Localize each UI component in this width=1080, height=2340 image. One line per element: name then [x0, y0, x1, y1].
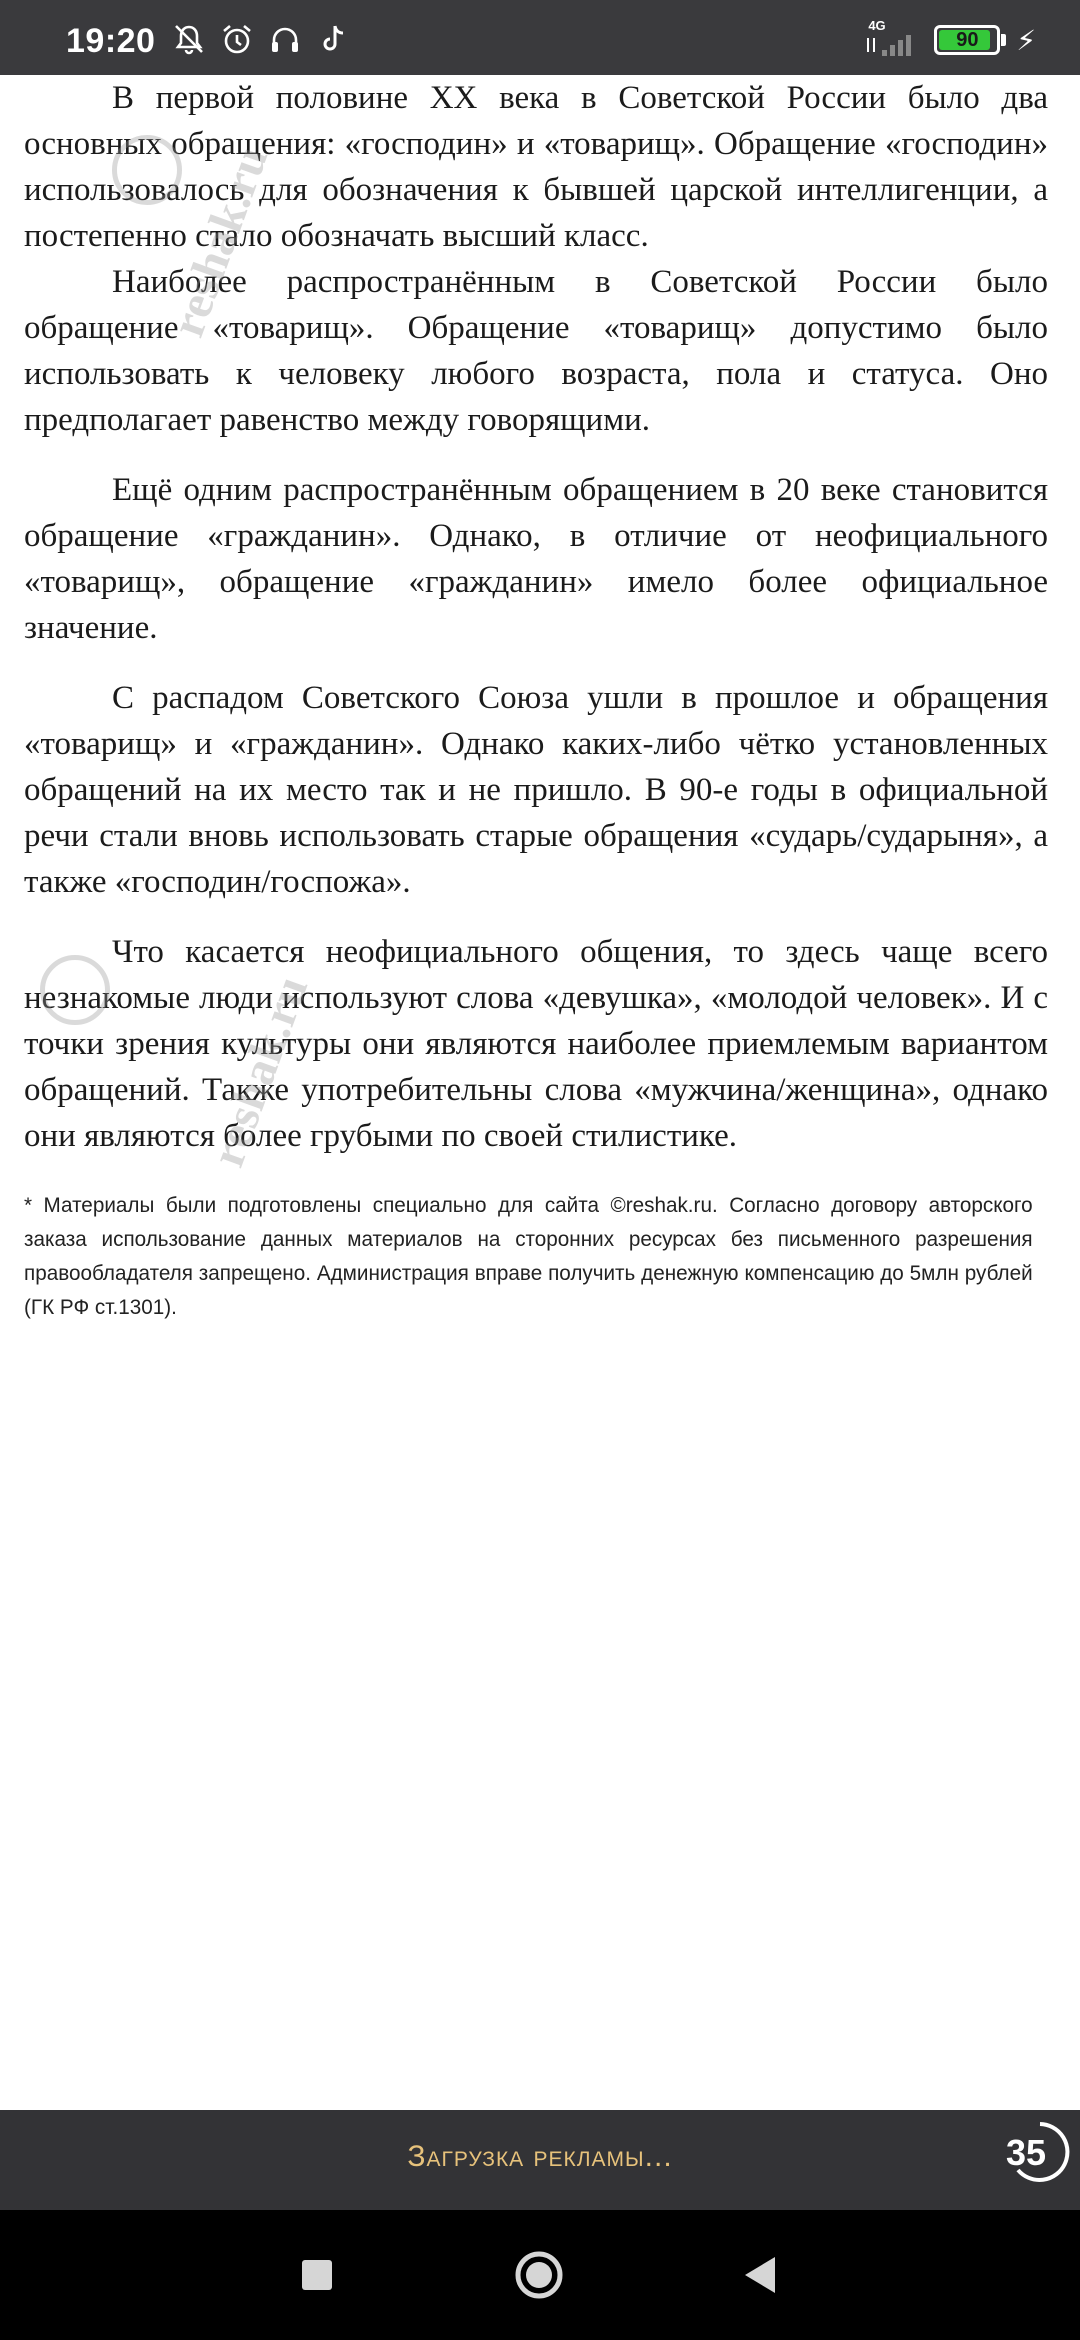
ad-countdown[interactable]: 35: [1005, 2132, 1046, 2173]
tiktok-icon: [316, 22, 350, 56]
notification-icons: [172, 22, 350, 56]
battery-tip: [1001, 34, 1006, 46]
navigation-bar: [0, 2210, 1080, 2340]
headphones-icon: [268, 22, 302, 56]
watermark-logo: [112, 135, 182, 205]
document-page: [24, 75, 1048, 1325]
watermark-text: reshak.ru: [200, 969, 319, 1174]
paragraph-5: Что касается неофициального общения, то здесь чаще всего незнакомые люди используют слова «девушка», «молодой человек». И с точки зрения культуры они являются наиболее приемлемым вариантом обращений. Также употребительны слова «мужчина/женщина», однако они являются более грубыми по своей стилистике.: [24, 934, 1048, 1154]
status-right: [866, 20, 1036, 60]
paragraph-3: Ещё одним распространённым обращением в 20 веке становится обращение «гражданин». Однако, в отличие от неофициального «товарищ», обращение «гражданин» имело более официальное значение.: [24, 472, 1048, 646]
charging-icon: ⚡: [1016, 24, 1036, 56]
back-button[interactable]: [734, 2250, 784, 2300]
copyright-footnote: * Материалы были подготовлены специально для сайта ©reshak.ru. Согласно договору авторского заказа использование данных материалов на сторонних ресурсах без письменного разрешения правообладателя запрещено. Администрация вправе получить денежную компенсацию до 5млн рублей (ГК РФ ст.1301).: [24, 1194, 1033, 1319]
watermark-logo: [40, 955, 110, 1025]
square-icon: [302, 2260, 332, 2290]
watermark-text: reshak.ru: [160, 139, 279, 344]
status-bar: [0, 0, 1080, 75]
document-viewer[interactable]: [0, 75, 1080, 2110]
ad-banner[interactable]: [0, 2110, 1080, 2210]
battery-icon: [934, 25, 1000, 55]
bell-off-icon: [172, 22, 206, 56]
home-button[interactable]: [514, 2250, 564, 2300]
paragraph-1: В первой половине XX века в Советской России было два основных обращения: «господин» и «товарищ». Обращение «господин» использовалось для обозначения к бывшей царской интеллигенции, а постепенно стало обозначать высший класс.: [24, 80, 1048, 254]
status-time: 19:20: [66, 22, 156, 60]
circle-icon: [514, 2250, 564, 2300]
paragraph-2: Наиболее распространённым в Советской России было обращение «товарищ». Обращение «товарищ» допустимо было использовать к человеку любого возраста, пола и статуса. Оно предполагает равенство между говорящими.: [24, 264, 1048, 438]
battery-level: 90: [956, 29, 979, 51]
ad-loading-label: Загрузка рекламы...: [407, 2140, 673, 2173]
alarm-icon: [220, 22, 254, 56]
recent-apps-button[interactable]: [292, 2250, 342, 2300]
back-triangle-icon: [741, 2255, 777, 2295]
paragraph-4: С распадом Советского Союза ушли в прошлое и обращения «товарищ» и «гражданин». Однако каких-либо чётко установленных обращений на их место так и не пришло. В 90-е годы в официальной речи стали вновь использовать старые обращения «сударь/сударыня», а также «господин/госпожа».: [24, 680, 1048, 900]
network-type: 4G: [868, 18, 886, 33]
signal-icon: [866, 20, 924, 60]
